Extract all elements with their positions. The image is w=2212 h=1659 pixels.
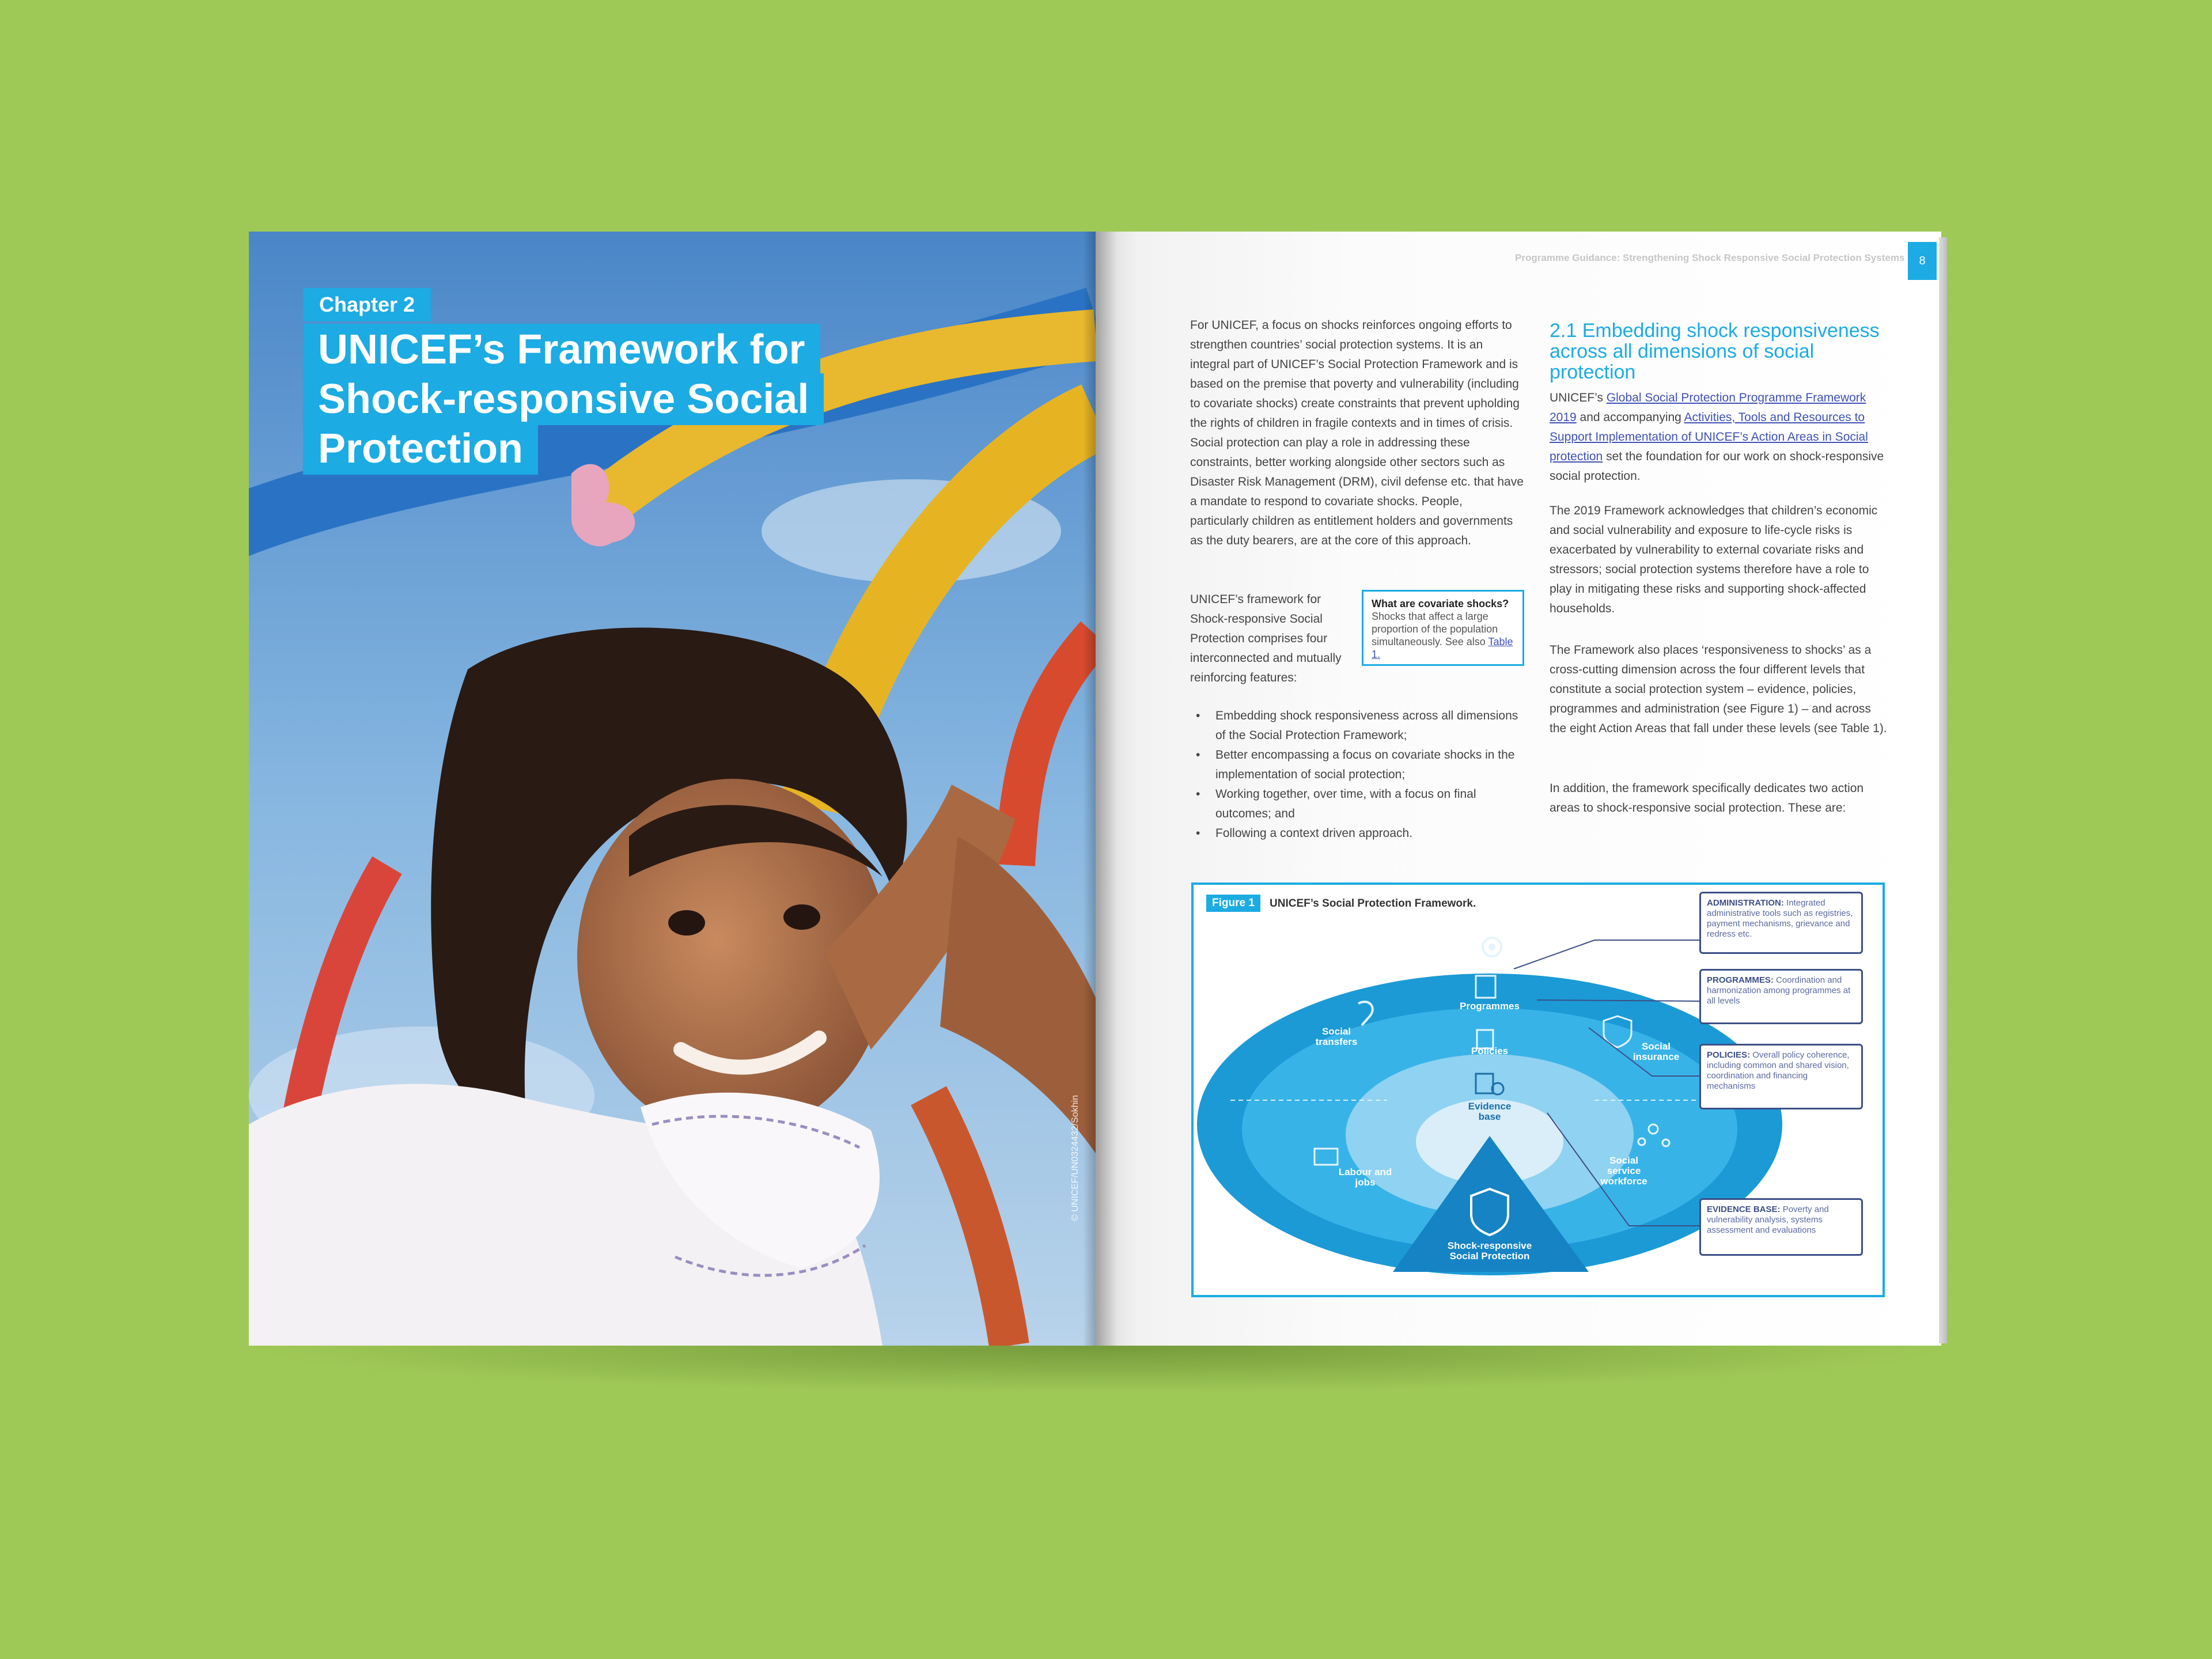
book-gutter (1083, 232, 1118, 1346)
box-title: PROGRAMMES: (1707, 975, 1774, 985)
figure-badge: Figure 1 (1206, 895, 1260, 912)
policies-box (1699, 1044, 1863, 1109)
activities-tools-link[interactable]: Activities, Tools and Resources to Support Implementation of UNICEF’s Action Areas in Social protection (1550, 411, 1868, 463)
col2-paragraph-3: The Framework also places ‘responsiveness to shocks’ as a cross-cutting dimension across the four different levels that constitute a social protection system – evidence, policies, programmes and administration (see Figure 1) – and across the eight Action Areas that fall under these levels (see Table 1). (1550, 643, 1887, 735)
box-text: Coordination and harmonization among programmes at all levels (1707, 975, 1851, 1006)
list-item: • Following a context driven approach. (1196, 824, 1524, 843)
p1-text: UNICEF’s (1550, 391, 1607, 404)
p1-text: and accompanying (1576, 411, 1684, 424)
administration-box (1699, 892, 1863, 954)
label-social-insurance: Social insurance (1633, 1041, 1680, 1062)
running-head: Programme Guidance: Strengthening Shock Responsive Social Protection Systems (1515, 252, 1905, 263)
features-list (1196, 706, 1524, 843)
chapter-title-line-2: Shock-responsive Social (303, 373, 824, 425)
label-shock-responsive: Shock-responsive Social Protection (1447, 1240, 1532, 1262)
box-title: ADMINISTRATION: (1707, 898, 1784, 908)
callout-title: What are covariate shocks? (1372, 598, 1509, 609)
label-social-service-workforce: Social service workforce (1600, 1155, 1647, 1187)
chapter-label: Chapter 2 (303, 288, 431, 321)
box-title: EVIDENCE BASE: (1707, 1205, 1781, 1214)
label-programmes: Programmes (1460, 1001, 1520, 1012)
label-labour-jobs: Labour and jobs (1338, 1166, 1392, 1188)
section-heading: 2.1 Embedding shock responsiveness across all dimensions of social protection (1550, 320, 1880, 383)
box-text: Poverty and vulnerability analysis, systems assessment and evaluations (1707, 1205, 1829, 1235)
col2-paragraph-1 (1550, 388, 1888, 486)
table-1-link[interactable]: Table 1. (1372, 636, 1513, 660)
figure-title: UNICEF’s Social Protection Framework. (1270, 897, 1476, 910)
box-text: Overall policy coherence, including common and shared vision, coordination and financing mechanisms (1707, 1050, 1850, 1091)
page-edge (1939, 237, 1947, 1343)
box-text: Integrated administrative tools such as registries, payment mechanisms, grievance and redress etc. (1707, 898, 1853, 939)
chapter-title-line-1: UNICEF’s Framework for (303, 324, 820, 376)
photo-credit: © UNICEF/UN0324432/Sokhin (1070, 1095, 1080, 1221)
list-item: • Better encompassing a focus on covariate shocks in the implementation of social protection; (1196, 745, 1524, 785)
label-evidence-base: Evidence base (1468, 1101, 1512, 1122)
intro-paragraph: For UNICEF, a focus on shocks reinforces ongoing efforts to strengthen countries’ social protection systems. It is an integral part of UNICEF’s Social Protection Framework and is based on the premise that poverty and vulnerability (including to covariate shocks) create constraints that prevent upholding the rights of children in fragile contexts and in times of crisis. Social protection can play a role in addressing these constraints, better working alongside other sectors such as Disaster Risk Management (DRM), civil defense etc. that have a mandate to respond to covariate shocks. People, particularly children as entitlement holders and governments as the duty bearers, are at the core of this approach. (1190, 319, 1524, 547)
programmes-box (1699, 969, 1863, 1024)
label-administration: Administration (1455, 955, 1524, 965)
list-item: • Embedding shock responsiveness across all dimensions of the Social Protection Framework; (1196, 706, 1524, 745)
chapter-title-line-3: Protection (303, 423, 538, 475)
col2-paragraph-4: In addition, the framework specifically dedicates two action areas to shock-responsive social protection. These are: (1550, 782, 1864, 815)
framework-2019-link[interactable]: Global Social Protection Programme Framework 2019 (1550, 391, 1866, 424)
list-item: • Working together, over time, with a focus on final outcomes; and (1196, 785, 1524, 824)
col2-paragraph-2: The 2019 Framework acknowledges that children’s economic and social vulnerability and exposure to life-cycle risks is exacerbated by vulnerability to external covariate risks and stressors; social protection systems therefore have a role to play in mitigating these risks and supporting shock-affected households. (1550, 504, 1878, 615)
callout-text: Shocks that affect a large proportion of the population simultaneously. See also (1372, 611, 1498, 647)
covariate-shocks-callout (1362, 590, 1524, 666)
box-title: POLICIES: (1707, 1050, 1751, 1060)
framework-intro-paragraph: UNICEF’s framework for Shock-responsive Social Protection comprises four interconnected and mutually reinforcing features: (1190, 593, 1342, 684)
page-number: 8 (1908, 242, 1937, 280)
evidence-base-box (1699, 1198, 1863, 1256)
label-policies: Policies (1471, 1046, 1509, 1056)
p1-text: set the foundation for our work on shock-responsive social protection. (1550, 450, 1884, 483)
label-social-transfers: Social transfers (1315, 1026, 1358, 1047)
